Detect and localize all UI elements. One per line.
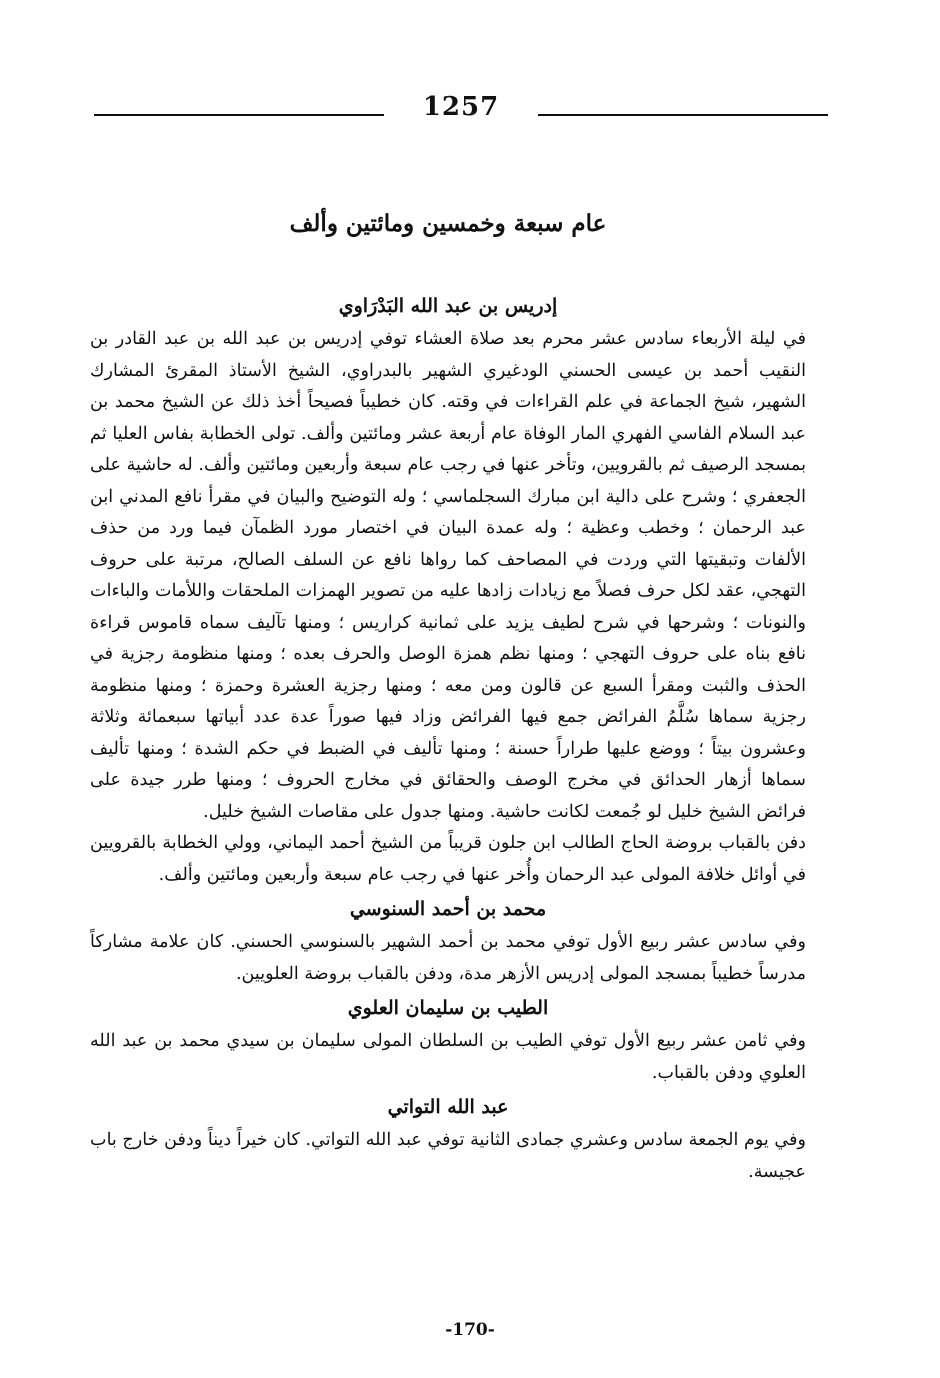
entry-paragraph: وفي يوم الجمعة سادس وعشري جمادى الثانية توفي عبد الله التواتي. كان خيراً ديناً ودفن خارج باب عجيسة. <box>90 1130 806 1182</box>
entry-abdallah-tawati <box>90 1089 806 1188</box>
entry-paragraph: دفن بالقباب بروضة الحاج الطالب ابن جلون قريباً من الشيخ أحمد اليماني، وولي الخطابة بالقرويين في أوائل خلافة المولى عبد الرحمان وأُخر عنها في رجب عام سبعة وأربعين ومائتين وألف. <box>90 833 806 885</box>
entry-paragraph: وفي ثامن عشر ربيع الأول توفي الطيب بن السلطان المولى سليمان بن سيدي محمد بن عبد الله العلوي ودفن بالقباب. <box>90 1031 806 1083</box>
running-head <box>94 92 828 132</box>
year-heading: عام سبعة وخمسين ومائتين وألف <box>289 210 607 237</box>
entry-paragraph: وفي سادس عشر ربيع الأول توفي محمد بن أحمد الشهير بالسنوسي الحسني. كان علامة مشاركاً مدرساً خطيباً بمسجد المولى إدريس الأزهر مدة، ودفن بالقباب بروضة العلويين. <box>90 932 806 984</box>
hijri-year: 1257 <box>422 92 500 122</box>
entry-title: عبد الله التواتي <box>387 1096 509 1118</box>
entry-title: إدريس بن عبد الله البَدْرَاوي <box>338 295 558 317</box>
entry-idris-badrawi <box>90 288 806 891</box>
entry-paragraph: في ليلة الأربعاء سادس عشر محرم بعد صلاة العشاء توفي إدريس بن عبد الله بن عبد القادر بن النقيب أحمد بن عيسى الحسني الودغيري الشهير بالبدراوي، الشيخ الأستاذ المقرئ المشارك الشهير، شيخ الجماعة في علم القراءات في وقته. كان خطيباً فصيحاً أخذ ذلك عن الشيخ محمد بن عبد السلام الفاسي الفهري المار الوفاة عام أربعة عشر ومائتين وألف. تولى الخطابة بفاس العليا ثم بمسجد الرصيف ثم بالقرويين، وتأخر عنها في رجب عام سبعة وأربعين ومائتين وألف. له حاشية على الجعفري ؛ وشرح على دالية ابن مبارك السجلماسي ؛ وله التوضيح والبيان في مقرأ نافع المدني ابن عبد الرحمان ؛ وخطب وعظية ؛ وله عمدة البيان في اختصار مورد الظمآن فيما ورد من حذف الألفات وتبقيتها التي وردت في المصاحف كما رواها نافع عن السلف الصالح، مرتبة على حروف التهجي، عقد لكل حرف فصلاً مع زيادات زادها عليه من تصوير الهمزات الملحقات واللأمات والباءات والنونات ؛ وشرحها في شرح لطيف يزيد على ثمانية كراريس ؛ ومنها تآليف سماه قاموس قراءة نافع بناه على حروف التهجي ؛ ومنها نظم همزة الوصل والحرف بعده ؛ ومنها منظومة رجزية في الحذف والثبت ومقرأ السبع عن قالون ومن معه ؛ ومنها رجزية العشرة وحمزة ؛ ومنها منظومة رجزية سماها سُلَّمُ الفرائض جمع فيها الفرائض وزاد فيها صوراً عدة عدد أبياتها سبعمائة وثلاثة وعشرون بيتاً ؛ ووضع عليها طراراً حسنة ؛ ومنها تأليف في الضبط في حكم الشدة ؛ ومنها تأليف سماها أزهار الحدائق في مخرج الوصف والحقائق في مخارج الحروف ؛ ومنها طرر جيدة على فرائض الشيخ خليل لو جُمعت لكانت حاشية. ومنها جدول على مقاصات الشيخ خليل. <box>90 329 806 822</box>
page-content <box>90 206 806 1188</box>
entry-title: محمد بن أحمد السنوسي <box>349 898 547 920</box>
entry-title: الطيب بن سليمان العلوي <box>347 997 549 1019</box>
header-rule-right <box>538 114 828 116</box>
entry-muhammad-sanusi <box>90 891 806 990</box>
page-number: -170- <box>445 1320 495 1340</box>
entry-tayyib-alawi <box>90 990 806 1089</box>
